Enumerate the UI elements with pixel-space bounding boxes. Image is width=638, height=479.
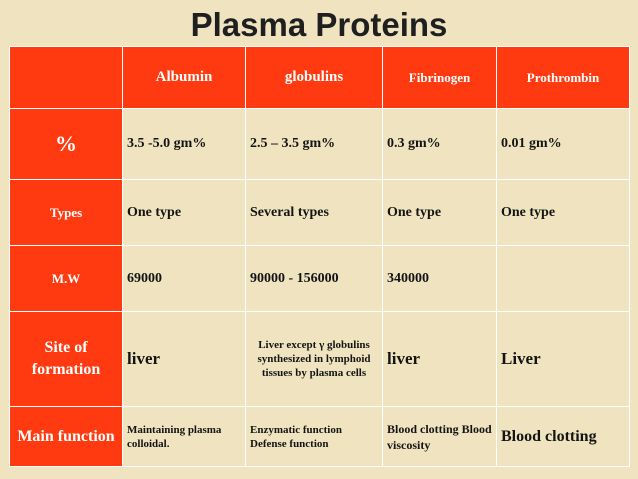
header-prothrombin: Prothrombin	[497, 47, 630, 109]
row-label-main-function: Main function	[10, 407, 123, 467]
cell-globulins-site: Liver except γ globulins synthesized in lymphoid tissues by plasma cells	[246, 312, 383, 407]
cell-albumin-site: liver	[123, 312, 246, 407]
row-label-percent: %	[10, 109, 123, 180]
cell-prothrombin-function: Blood clotting	[497, 407, 630, 467]
row-site-of-formation	[10, 312, 630, 407]
cell-prothrombin-site: Liver	[497, 312, 630, 407]
cell-globulins-mw: 90000 - 156000	[246, 246, 383, 312]
cell-albumin-percent: 3.5 -5.0 gm%	[123, 109, 246, 180]
cell-albumin-types: One type	[123, 180, 246, 246]
header-globulins: globulins	[246, 47, 383, 109]
header-fibrinogen: Fibrinogen	[383, 47, 497, 109]
row-label-mw: M.W	[10, 246, 123, 312]
cell-fibrinogen-types: One type	[383, 180, 497, 246]
cell-fibrinogen-site: liver	[383, 312, 497, 407]
cell-fibrinogen-mw: 340000	[383, 246, 497, 312]
row-main-function	[10, 407, 630, 467]
row-mw	[10, 246, 630, 312]
cell-globulins-types: Several types	[246, 180, 383, 246]
row-types	[10, 180, 630, 246]
row-label-site-of-formation: Site of formation	[10, 312, 123, 407]
cell-prothrombin-mw	[497, 246, 630, 312]
cell-fibrinogen-percent: 0.3 gm%	[383, 109, 497, 180]
cell-prothrombin-percent: 0.01 gm%	[497, 109, 630, 180]
cell-prothrombin-types: One type	[497, 180, 630, 246]
row-label-types: Types	[10, 180, 123, 246]
header-albumin: Albumin	[123, 47, 246, 109]
header-corner-cell	[10, 47, 123, 109]
header-row	[10, 47, 630, 109]
cell-albumin-mw: 69000	[123, 246, 246, 312]
cell-globulins-percent: 2.5 – 3.5 gm%	[246, 109, 383, 180]
cell-fibrinogen-function: Blood clotting Blood viscosity	[383, 407, 497, 467]
plasma-proteins-table	[9, 46, 630, 467]
cell-albumin-function: Maintaining plasma colloidal.	[123, 407, 246, 467]
slide-title: Plasma Proteins	[190, 6, 448, 43]
cell-globulins-function: Enzymatic function Defense function	[246, 407, 383, 467]
row-percent	[10, 109, 630, 180]
